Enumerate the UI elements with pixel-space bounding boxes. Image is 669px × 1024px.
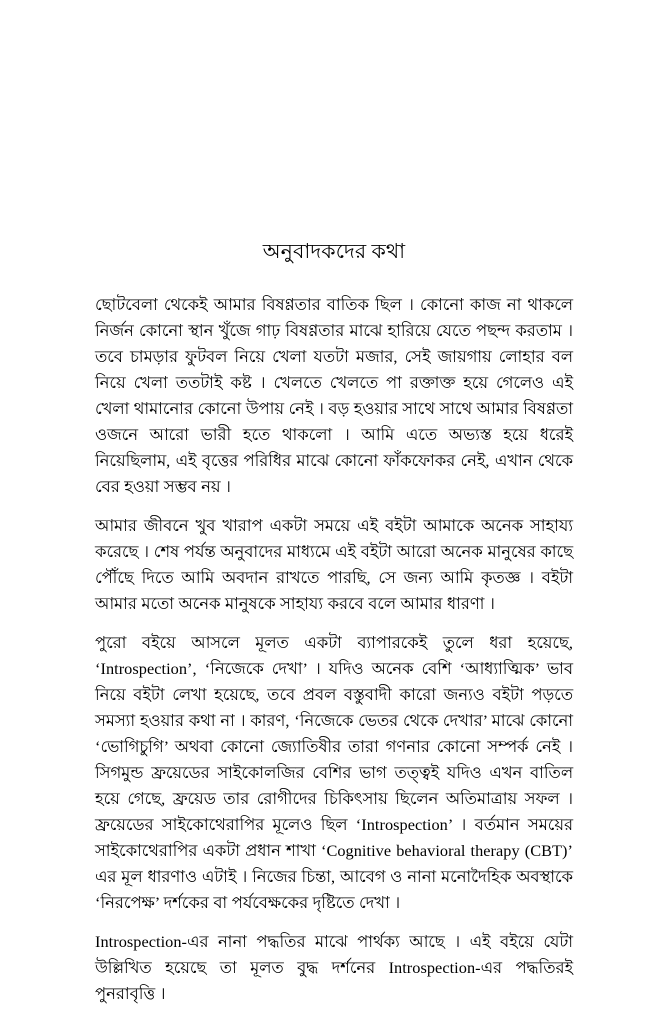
body-paragraph: আমার জীবনে খুব খারাপ একটা সময়ে এই বইটা আমাকে অনেক সাহায্য করেছে । শেষ পর্যন্ত অনুবাদের মাধ্যমে এই বইটা আরো অনেক মানুষের কাছে পৌঁছে দিতে আমি অবদান রাখতে পারছি, সে জন্য আমি কৃতজ্ঞ । বইটা আমার মতো অনেক মানুষকে সাহায্য করবে বলে আমার ধারণা । bbox=[95, 516, 573, 613]
body-paragraph: পুরো বইয়ে আসলে মূলত একটা ব্যাপারকেই তুলে ধরা হয়েছে, ‘Introspection’, ‘নিজেকে দেখা’ । যদিও অনেক বেশি ‘আধ্যাত্মিক’ ভাব নিয়ে বইটা লেখা হয়েছে, তবে প্রবল বস্তুবাদী কারো জন্যও বইটা পড়তে সমস্যা হওয়ার কথা না । কারণ, ‘নিজেকে ভেতর থেকে দেখার’ মাঝে কোনো ‘ভোগিচুগি’ অথবা কোনো জ্যোতিষীর তারা গণনার কোনো সম্পর্ক নেই । সিগমুন্ড ফ্রয়েডের সাইকোলজির বেশির ভাগ তত্ত্বই যদিও এখন বাতিল হয়ে গেছে, ফ্রয়েড তার রোগীদের চিকিৎসায় ছিলেন অতিমাত্রায় সফল । ফ্রয়েডের সাইকোথেরাপির মূলেও ছিল ‘Introspection’ । বর্তমান সময়ের সাইকোথেরাপির একটা প্রধান শাখা ‘Cognitive behavioral therapy (CBT)’ এর মূল ধারণাও এটাই । নিজের চিন্তা, আবেগ ও নানা মনোদৈহিক অবস্থাকে ‘নিরপেক্ষ’ দর্শকের বা পর্যবেক্ষকের দৃষ্টিতে দেখা । bbox=[95, 633, 573, 912]
page-title: অনুবাদকদের কথা bbox=[262, 241, 406, 263]
page-content bbox=[95, 238, 573, 1007]
body-paragraph: ছোটবেলা থেকেই আমার বিষণ্ণতার বাতিক ছিল । কোনো কাজ না থাকলে নির্জন কোনো স্থান খুঁজে গাঢ় বিষণ্ণতার মাঝে হারিয়ে যেতে পছন্দ করতাম । তবে চামড়ার ফুটবল নিয়ে খেলা যতটা মজার, সেই জায়গায় লোহার বল নিয়ে খেলা ততটাই কষ্ট । খেলতে খেলতে পা রক্তাক্ত হয়ে গেলেও এই খেলা থামানোর কোনো উপায় নেই । বড় হওয়ার সাথে সাথে আমার বিষণ্ণতা ওজনে আরো ভারী হতে থাকলো । আমি এতে অভ্যস্ত হয়ে ধরেই নিয়েছিলাম, এই বৃত্তের পরিধির মাঝে কোনো ফাঁকফোকর নেই, এখান থেকে বের হওয়া সম্ভব নয় । bbox=[95, 295, 573, 496]
body-paragraph: Introspection-এর নানা পদ্ধতির মাঝে পার্থক্য আছে । এই বইয়ে যেটা উল্লিখিত হয়েছে তা মূলত বুদ্ধ দর্শনের Introspection-এর পদ্ধতিরই পুনরাবৃত্তি । bbox=[95, 932, 573, 1003]
